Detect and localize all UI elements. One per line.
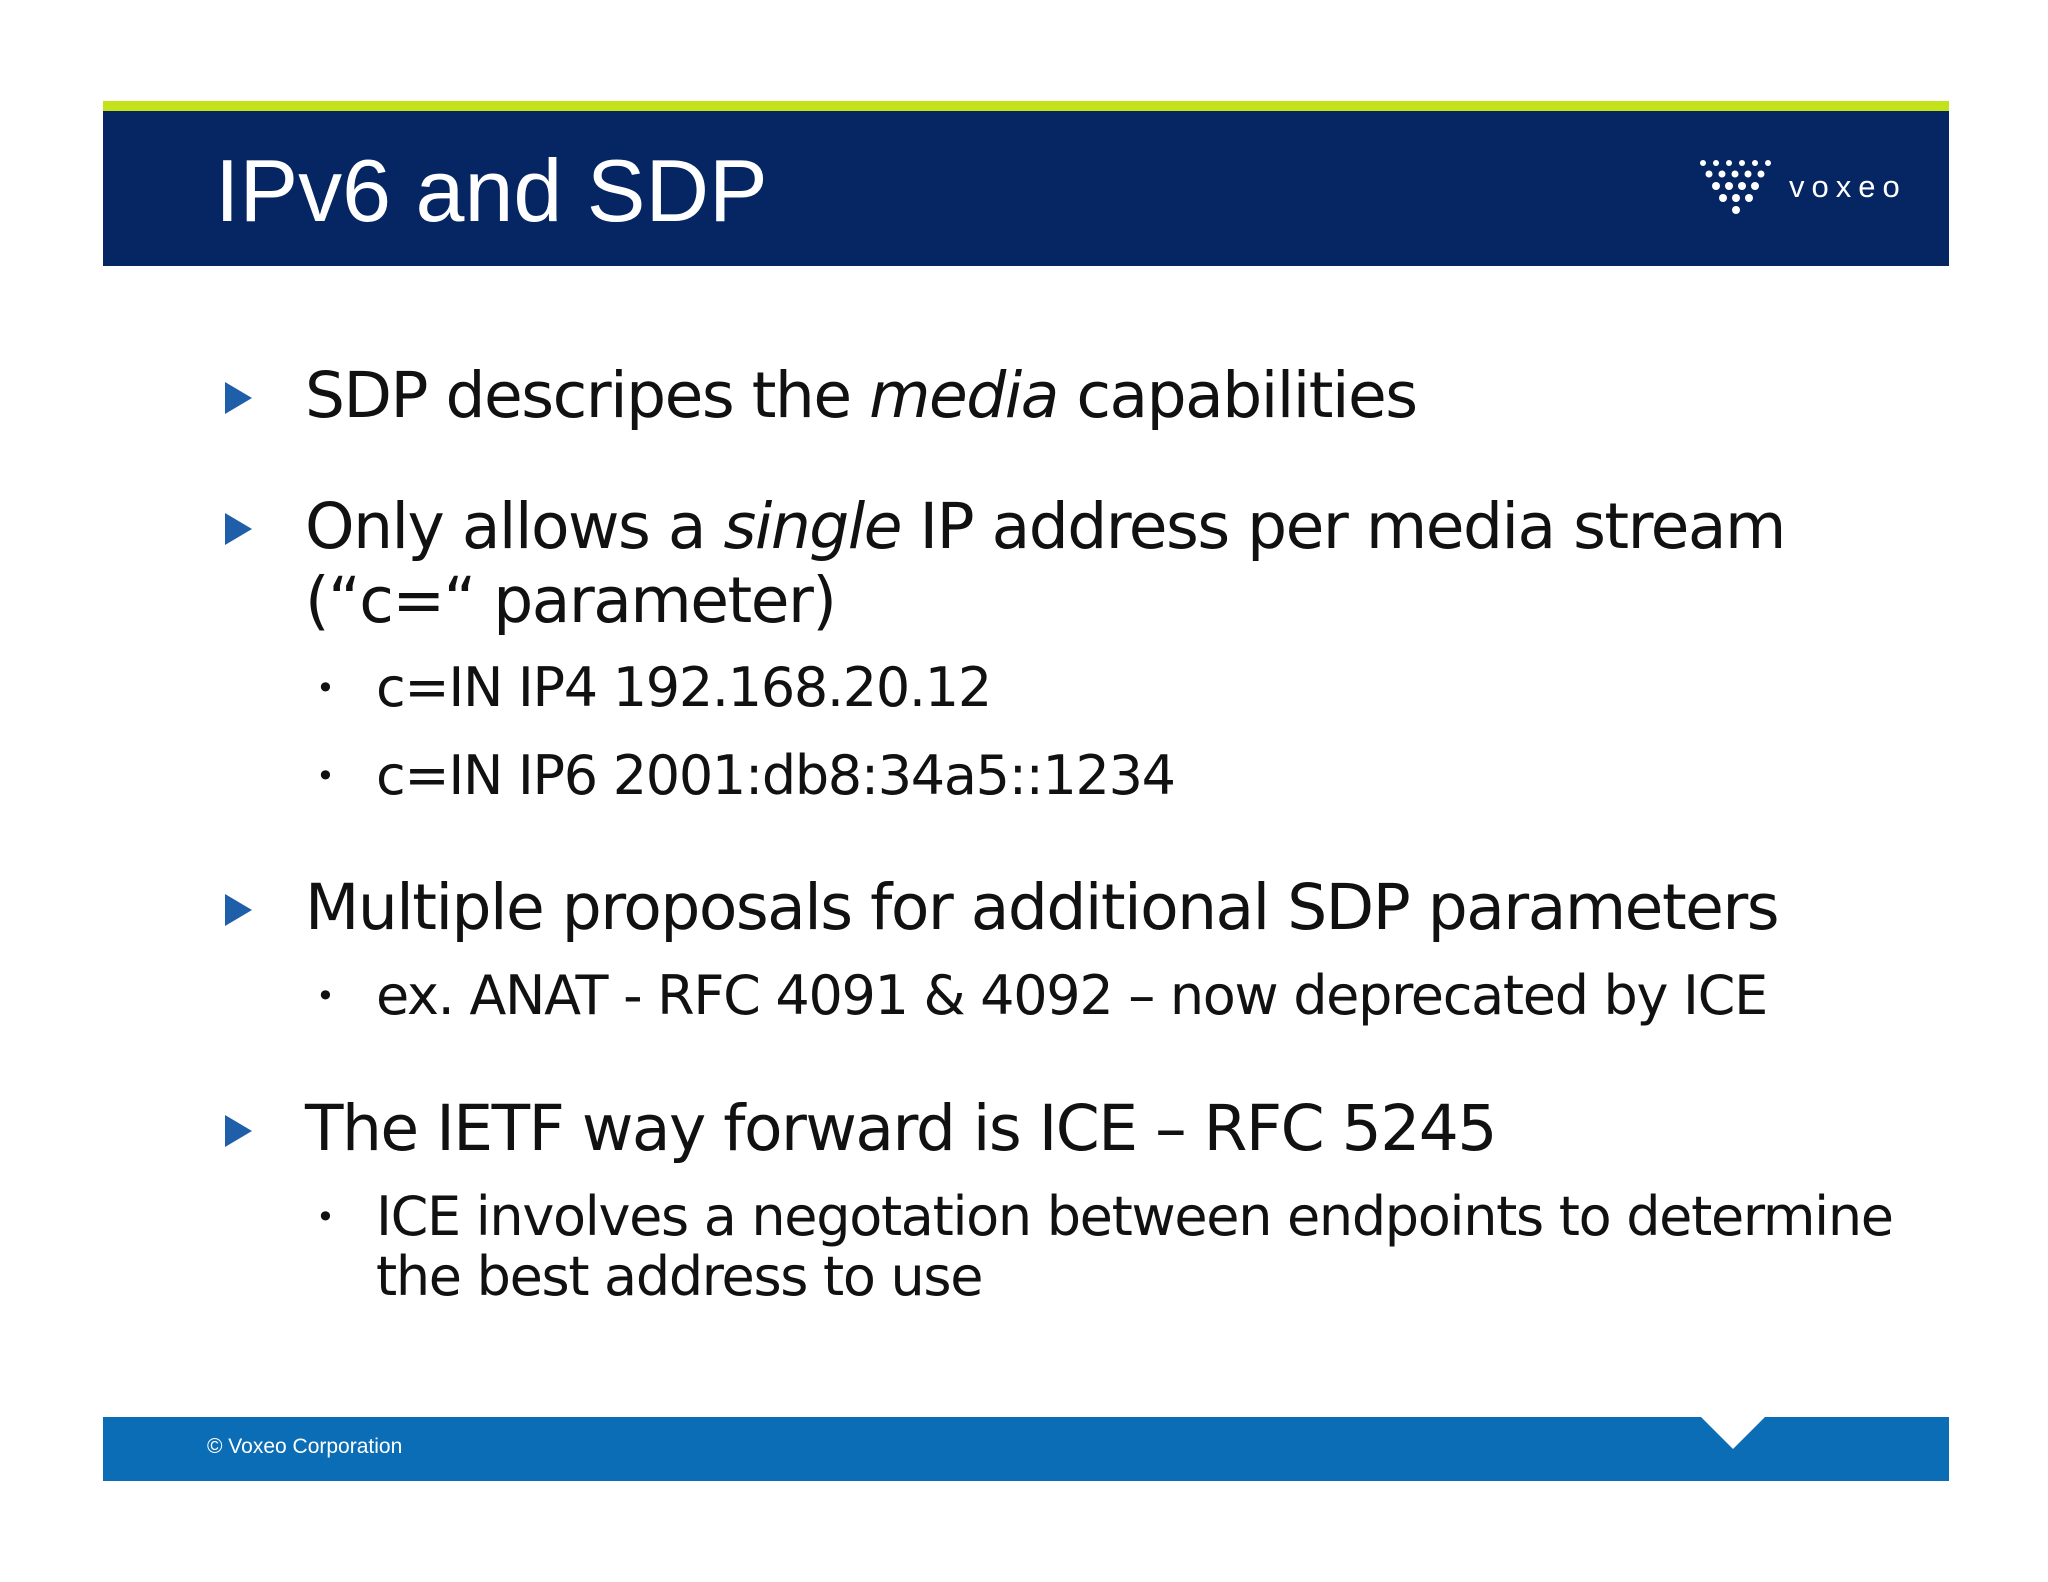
bullet-text: Multiple proposals for additional SDP parameters <box>305 871 1779 944</box>
dot-bullet-icon: • <box>316 1198 335 1236</box>
bullet-text: Only allows a single IP address per media stream (“c=“ parameter) <box>305 490 1785 637</box>
dot-bullet-icon: • <box>316 669 335 707</box>
slide-title: IPv6 and SDP <box>215 141 768 240</box>
sub-bullet-text: ICE involves a negotation between endpoints to determine the best address to use <box>376 1185 1893 1308</box>
bullet-item <box>225 871 1778 945</box>
bullet-item <box>225 490 1785 638</box>
bullet-text: SDP descripes the media capabilities <box>305 359 1417 432</box>
sub-bullet-item <box>316 658 991 718</box>
bullet-item <box>225 359 1417 433</box>
copyright-text: © Voxeo Corporation <box>207 1435 403 1458</box>
triangle-bullet-icon <box>225 894 252 926</box>
triangle-bullet-icon <box>225 513 252 545</box>
dot-bullet-icon: • <box>316 757 335 795</box>
sub-bullet-text: c=IN IP4 192.168.20.12 <box>376 656 991 719</box>
triangle-bullet-icon <box>225 382 252 414</box>
sub-bullet-item <box>316 1187 1893 1307</box>
sub-bullet-item <box>316 966 1767 1026</box>
bullet-item <box>225 1092 1496 1166</box>
sub-bullet-text: c=IN IP6 2001:db8:34a5::1234 <box>376 744 1175 807</box>
sub-bullet-item <box>316 746 1175 806</box>
bullet-text: The IETF way forward is ICE – RFC 5245 <box>305 1092 1496 1165</box>
logo-wordmark: voxeo <box>1789 169 1907 204</box>
triangle-bullet-icon <box>225 1115 252 1147</box>
dot-bullet-icon: • <box>316 977 335 1015</box>
slide-footer <box>103 1417 1949 1481</box>
footer-notch-icon <box>1701 1417 1765 1449</box>
sub-bullet-text: ex. ANAT - RFC 4091 & 4092 – now deprecated by ICE <box>376 964 1767 1027</box>
